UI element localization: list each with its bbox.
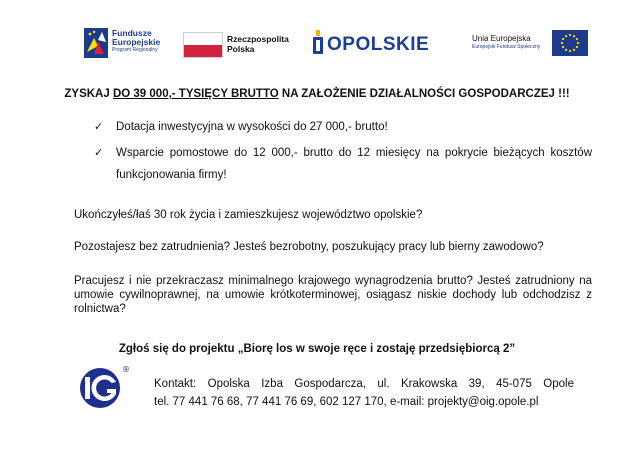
checkmark-icon: ✓ bbox=[94, 147, 104, 159]
call-to-action: Zgłoś się do projektu „Biorę los w swoje ręce i zostaję przedsiębiorcą 2” bbox=[118, 343, 516, 355]
eligibility-employed-paragraph: Pracujesz i nie przekraczasz minimalnego krajowego wynagrodzenia brutto? Jesteś zatrudniony na umowie cywilnoprawnej, na umowie krótkoterminowej, osiągasz niskie dochody lub odchodzisz z rolnictwa? bbox=[74, 275, 592, 315]
polish-flag-icon bbox=[183, 32, 223, 58]
fundusze-europejskie-mark-icon bbox=[84, 28, 108, 58]
benefit-text: Wsparcie pomostowe do 12 000,- brutto do 12 miesięcy na pokrycie bieżących kosztów funkcjonowania firmy! bbox=[116, 147, 592, 181]
benefit-text: Dotacja inwestycyjna w wysokości do 27 000,- brutto! bbox=[116, 121, 388, 133]
fe-sub: Program Regionalny bbox=[112, 47, 158, 53]
eligibility-age-paragraph: Ukończyłeś/łaś 30 rok życia i zamieszkujesz województwo opolskie? bbox=[74, 209, 423, 221]
headline-part1: ZYSKAJ bbox=[64, 88, 113, 100]
headline bbox=[0, 88, 634, 100]
unia-europejska-logo bbox=[472, 28, 590, 62]
oig-logo-icon bbox=[76, 362, 130, 410]
eligibility-unemployed-paragraph: Pozostajesz bez zatrudnienia? Jesteś bezrobotny, poszukujący pracy lub bierny zawodowo? bbox=[74, 241, 544, 253]
rzeczpospolita-polska-logo bbox=[183, 28, 298, 62]
eu-flag-icon bbox=[552, 30, 588, 56]
fundusze-europejskie-text bbox=[112, 29, 160, 54]
rp-line2: Polska bbox=[227, 44, 255, 54]
contact-address: Kontakt: Opolska Izba Gospodarcza, ul. Krakowska 39, 45-075 Opole bbox=[154, 378, 574, 390]
rp-line1: Rzeczpospolita bbox=[227, 34, 289, 44]
contact-block bbox=[154, 375, 574, 411]
checkmark-icon: ✓ bbox=[94, 121, 104, 133]
fe-line2: Europejskie bbox=[112, 37, 161, 47]
fe-line1: Fundusze bbox=[112, 28, 152, 38]
benefit-item bbox=[92, 116, 592, 138]
ue-sub: Europejski Fundusz Społeczny bbox=[472, 44, 541, 50]
ue-line1: Unia Europejska bbox=[472, 34, 531, 43]
logo-bar bbox=[0, 22, 634, 68]
registered-mark: ® bbox=[122, 365, 130, 374]
contact-phone-email: tel. 77 441 76 68, 77 441 76 69, 602 127 170, e-mail: projekty@oig.opole.pl bbox=[154, 396, 539, 408]
opolskie-logo bbox=[312, 28, 442, 58]
headline-amount: DO 39 000,- TYSIĘCY BRUTTO bbox=[112, 88, 279, 100]
opolskie-mark-icon bbox=[312, 28, 324, 56]
headline-part3: NA ZAŁOŻENIE DZIAŁALNOŚCI GOSPODARCZEJ !!! bbox=[278, 88, 570, 100]
benefits-list bbox=[92, 116, 592, 186]
rzeczpospolita-text bbox=[227, 34, 289, 54]
unia-europejska-text bbox=[472, 34, 540, 51]
fundusze-europejskie-logo bbox=[84, 26, 179, 66]
opolskie-text: OPOLSKIE bbox=[327, 34, 430, 55]
benefit-item bbox=[92, 142, 592, 186]
